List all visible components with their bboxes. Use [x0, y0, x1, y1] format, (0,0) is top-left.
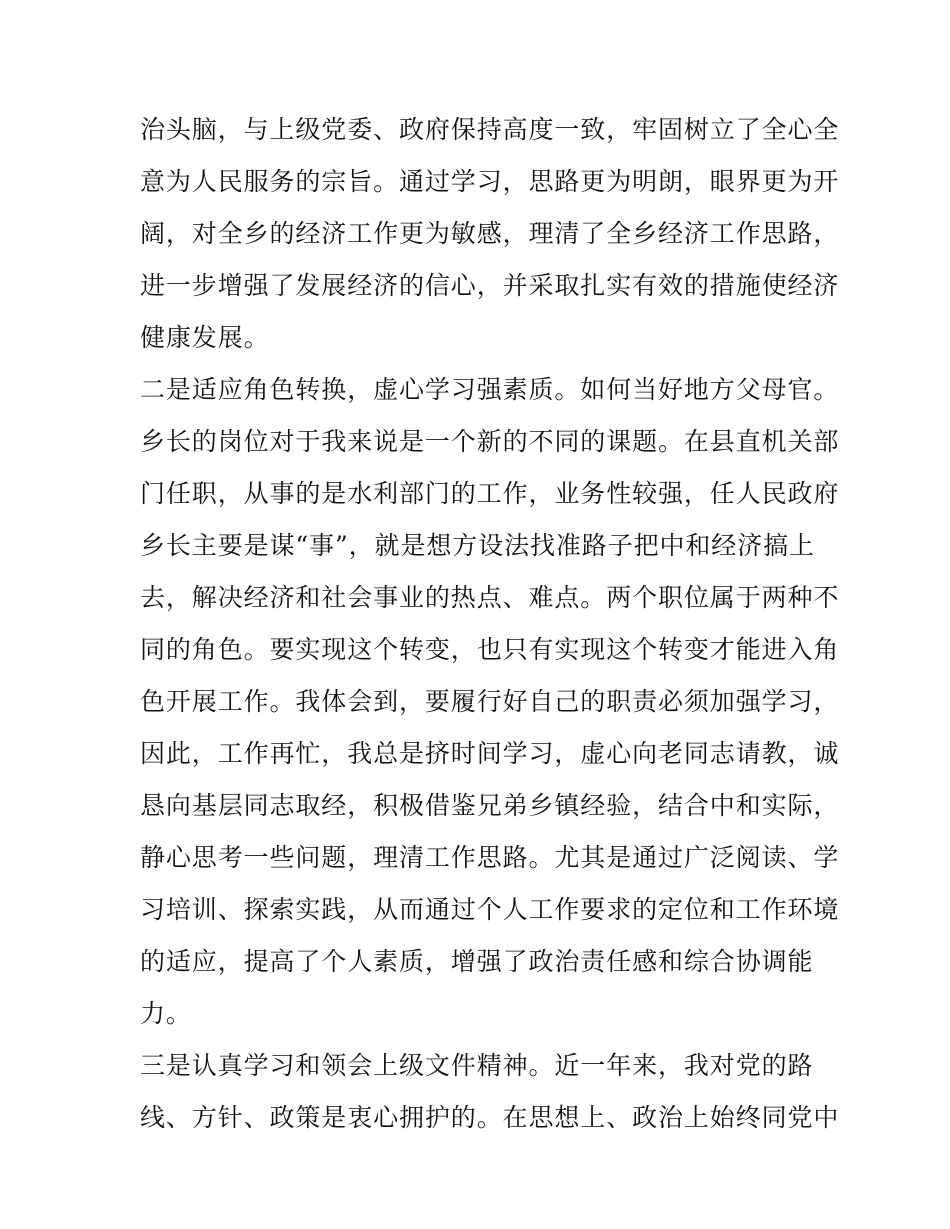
text-line: 习培训、探索实践，从而通过个人工作要求的定位和工作环境: [140, 895, 840, 924]
text-line: 去，解决经济和社会事业的热点、难点。两个职位属于两种不: [140, 583, 840, 612]
text-line: 三是认真学习和领会上级文件精神。近一年来，我对党的路: [140, 1051, 814, 1080]
text-line: 乡长的岗位对于我来说是一个新的不同的课题。在县直机关部: [140, 427, 840, 456]
text-line: 线、方针、政策是衷心拥护的。在思想上、政治上始终同党中: [140, 1103, 840, 1132]
text-line: 因此，工作再忙，我总是挤时间学习，虚心向老同志请教，诚: [140, 739, 840, 768]
document-body-text: [140, 104, 840, 1144]
text-line: 同的角色。要实现这个转变，也只有实现这个转变才能进入角: [140, 635, 840, 664]
text-line: 门任职，从事的是水利部门的工作，业务性较强，任人民政府: [140, 479, 840, 508]
text-line: 治头脑，与上级党委、政府保持高度一致，牢固树立了全心全: [140, 115, 840, 144]
text-line: 意为人民服务的宗旨。通过学习，思路更为明朗，眼界更为开: [140, 167, 840, 196]
text-line: 的适应，提高了个人素质，增强了政治责任感和综合协调能: [140, 947, 814, 976]
text-line: 进一步增强了发展经济的信心，并采取扎实有效的措施使经济: [140, 271, 840, 300]
text-line: 二是适应角色转换，虚心学习强素质。如何当好地方父母官。: [140, 375, 840, 404]
text-line: 乡长主要是谋“事”，就是想方设法找准路子把中和经济搞上: [140, 531, 815, 560]
text-line: 力。: [140, 999, 192, 1028]
text-line: 色开展工作。我体会到，要履行好自己的职责必须加强学习，: [140, 687, 840, 716]
text-line: 健康发展。: [140, 323, 270, 352]
text-line: 恳向基层同志取经，积极借鉴兄弟乡镇经验，结合中和实际，: [140, 791, 840, 820]
text-line: 阔，对全乡的经济工作更为敏感，理清了全乡经济工作思路，: [140, 219, 840, 248]
text-line: 静心思考一些问题，理清工作思路。尤其是通过广泛阅读、学: [140, 843, 840, 872]
